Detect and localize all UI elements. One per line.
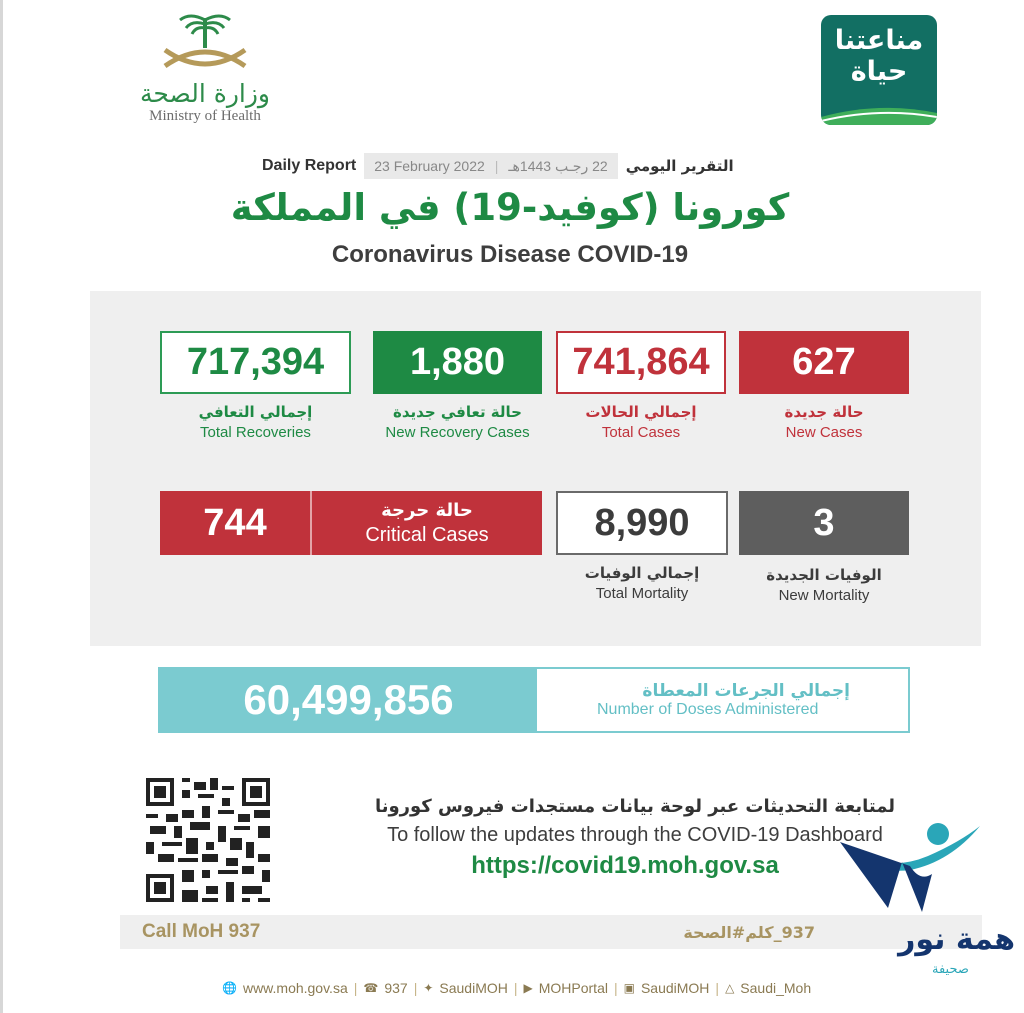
total-cases-label-en: Total Cases [601,424,681,441]
new-mortality-box [739,491,909,555]
social-youtube[interactable]: MOHPortal [538,980,608,996]
social-twitter[interactable]: SaudiMOH [439,980,508,996]
date-gregorian: 23 February 2022 [374,158,485,174]
total-mortality-label-en: Total Mortality [595,585,689,602]
social-separator: | [353,980,358,996]
watermark-figure-icon [800,812,1020,932]
daily-report-ar: التقرير اليومي [625,157,734,175]
total-cases-value: 741,864 [572,341,710,383]
hashtag-937: 937_كلم#الصحة [683,922,815,942]
daily-report-line [262,152,862,180]
new-recovery-caption [358,401,557,443]
critical-label [312,499,542,547]
new-cases-caption [729,401,919,443]
moh-logo [125,8,285,133]
social-separator: | [513,980,518,996]
dashboard-link[interactable]: https://covid19.moh.gov.sa [471,852,779,879]
snapchat-icon: △ [725,981,735,995]
total-recoveries-label-en: Total Recoveries [200,424,311,441]
total-mortality-box [556,491,728,555]
total-mortality-label-ar: إجمالي الوفيات [584,564,700,582]
new-mortality-label-en: New Mortality [778,587,870,604]
follow-updates-en: To follow the updates through the COVID-19 Dashboard [387,824,883,846]
date-hijri: 22 رجـب 1443هـ [508,157,608,174]
new-recovery-box [373,331,542,394]
social-website[interactable]: www.moh.gov.sa [242,980,348,996]
social-separator: | [413,980,418,996]
new-recovery-label-ar: حالة تعافي جديدة [393,403,522,421]
total-cases-caption [546,401,736,443]
twitter-icon: ✦ [423,981,434,995]
critical-cases-value: 744 [203,501,267,544]
date-divider: | [494,158,499,174]
doses-label [537,669,908,731]
doses-banner [158,667,910,733]
total-mortality-caption [546,562,738,604]
social-instagram[interactable]: SaudiMOH [640,980,710,996]
new-cases-box [739,331,909,394]
slogan-swoosh-icon [821,99,937,125]
stats-panel [90,291,981,646]
ministry-name-en: Ministry of Health [149,108,261,124]
total-recoveries-label-ar: إجمالي التعافي [198,403,313,421]
new-cases-label-ar: حالة جديدة [784,403,864,421]
total-cases-label-ar: إجمالي الحالات [585,403,697,421]
call-moh[interactable]: Call MoH 937 [142,921,261,942]
social-links [222,975,862,1001]
new-recovery-value: 1,880 [409,341,506,383]
watermark-name: همة نور [898,922,1015,957]
ministry-name-ar: وزارة الصحة [140,79,270,108]
qr-code-icon [146,778,270,902]
slogan-badge [821,15,937,125]
follow-updates-ar: لمتابعة التحديثات عبر لوحة بيانات مستجدات فيروس كورونا [374,796,896,817]
left-edge-line [0,0,3,1013]
palm-swords-emblem [150,8,260,80]
doses-value: 60,499,856 [160,669,537,731]
new-cases-label-en: New Cases [785,424,863,441]
new-mortality-label-ar: الوفيات الجديدة [766,566,882,584]
title-en: Coronavirus Disease COVID-19 [331,241,689,268]
watermark-logo [800,812,1020,1002]
new-cases-value: 627 [792,341,856,383]
watermark-small: صحيفة [932,962,969,977]
social-separator: | [613,980,618,996]
new-mortality-caption [729,564,919,606]
daily-report-en: Daily Report [262,157,357,174]
critical-label-en: Critical Cases [365,524,489,546]
phone-icon: ☎ [363,981,379,995]
new-mortality-value: 3 [813,501,835,544]
critical-cases-box [160,491,542,555]
globe-icon: 🌐 [222,981,237,995]
new-recovery-label-en: New Recovery Cases [385,424,530,441]
instagram-icon: ▣ [623,981,635,995]
youtube-icon: ▶ [523,981,533,995]
title-ar: كورونا (كوفيد-19) في المملكة [230,186,790,229]
total-recoveries-box [160,331,351,394]
doses-label-en: Number of Doses Administered [597,701,819,718]
total-recoveries-caption [150,401,361,443]
slogan-line-1: مناعتنا [834,25,924,56]
total-cases-box [556,331,726,394]
critical-label-ar: حالة حرجة [381,500,473,521]
social-phone[interactable]: 937 [384,980,408,996]
dashboard-qr-code[interactable] [146,778,270,902]
social-snapchat[interactable]: Saudi_Moh [740,980,812,996]
social-separator: | [715,980,720,996]
total-recoveries-value: 717,394 [186,341,325,383]
doses-label-ar: إجمالي الجرعات المعطاة [642,681,850,701]
report-date-box [364,153,617,179]
slogan-line-2: حياة [850,56,908,87]
total-mortality-value: 8,990 [594,501,690,544]
